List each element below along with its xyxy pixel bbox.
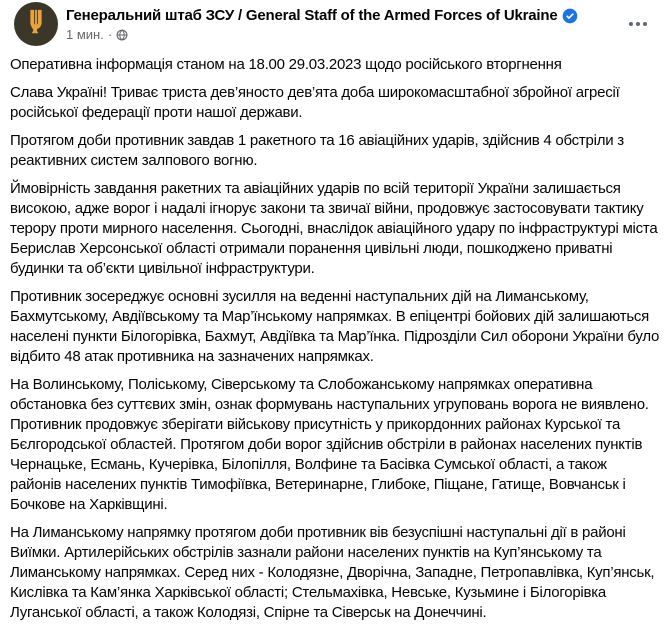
meta-separator: ·	[107, 27, 113, 42]
post-paragraph: На Волинському, Поліському, Сіверському та Слобожанському напрямках оперативна обстановка без суттєвих змін, ознак формувань наступальних угруповань ворога не виявлено. Противник продовжує зберігати військову присутність у прикордонних районах Курської та Бєлгородської областей. Протягом доби ворог здійснив обстріли в районах населених пунктів Чернацьке, Есмань, Кучерівка, Білопілля, Волфине та Басівка Сумської області, а також районів населених пунктів Тимофіївка, Ветеринарне, Глибоке, Піщане, Гатище, Вовчанськ і Бочкове на Харківщині.	[10, 376, 649, 513]
post-meta	[66, 27, 578, 42]
post-body	[0, 55, 668, 623]
page-avatar[interactable]	[14, 2, 58, 46]
post-paragraph: Слава Україні! Триває триста дев’яносто дев’ята доба широкомасштабної збройної агресії російської федерації проти нашої держави.	[10, 84, 620, 121]
globe-icon	[116, 29, 128, 41]
post-paragraph: На Лиманському напрямку протягом доби противник вів безуспішні наступальні дії в районі Виїмки. Артилерійських обстрілів зазнали райони населених пунктів на Куп’янському та Лиманському напрямках. Серед них - Колодязне, Дворічна, Западне, Петропавлівка, Куп’янськ, Кислівка та Кам’янка Харківської області; Стельмахівка, Невське, Кузьмине і Білогорівка Луганської області, а також Колодязі, Спірне та Сіверськ на Донеччині.	[10, 524, 655, 621]
verified-badge-icon	[562, 8, 578, 24]
post-paragraph: Оперативна інформація станом на 18.00 29.03.2023 щодо російського вторгнення	[10, 56, 562, 73]
three-dots-icon	[629, 22, 647, 26]
post-paragraph: Противник зосереджує основні зусилля на веденні наступальних дій на Лиманському, Бахмутському, Авдіївському та Мар’їнському напрямках. В епіцентрі бойових дій залишаються населені пункти Білогорівка, Бахмут, Авдіївка та Мар’їнка. Підрозділи Сил оборони України було відбито 48 атак противника на зазначених напрямках.	[10, 288, 660, 365]
page-name-link[interactable]: Генеральний штаб ЗСУ / General Staff of the Armed Forces of Ukraine	[66, 7, 558, 24]
more-options-button[interactable]	[622, 8, 654, 40]
title-row	[66, 7, 578, 24]
timestamp-link[interactable]: 1 мин.	[66, 27, 104, 42]
post-header	[0, 0, 668, 46]
trident-emblem-icon	[21, 7, 51, 42]
post-paragraph: Протягом доби противник завдав 1 ракетного та 16 авіаційних ударів, здійснив 4 обстріли з реактивних систем залпового вогню.	[10, 132, 624, 169]
header-info	[66, 2, 578, 42]
post-paragraph: Ймовірність завдання ракетних та авіаційних ударів по всій території України залишається високою, адже ворог і надалі ігнорує закони та звичаї війни, продовжує застосовувати тактику терору проти мирного населення. Сьогодні, внаслідок авіаційного удару по інфраструктурі міста Берислав Херсонської області отримали поранення цивільні люди, пошкоджено приватні будинки та об’єкти цивільної інфраструктури.	[10, 180, 658, 277]
